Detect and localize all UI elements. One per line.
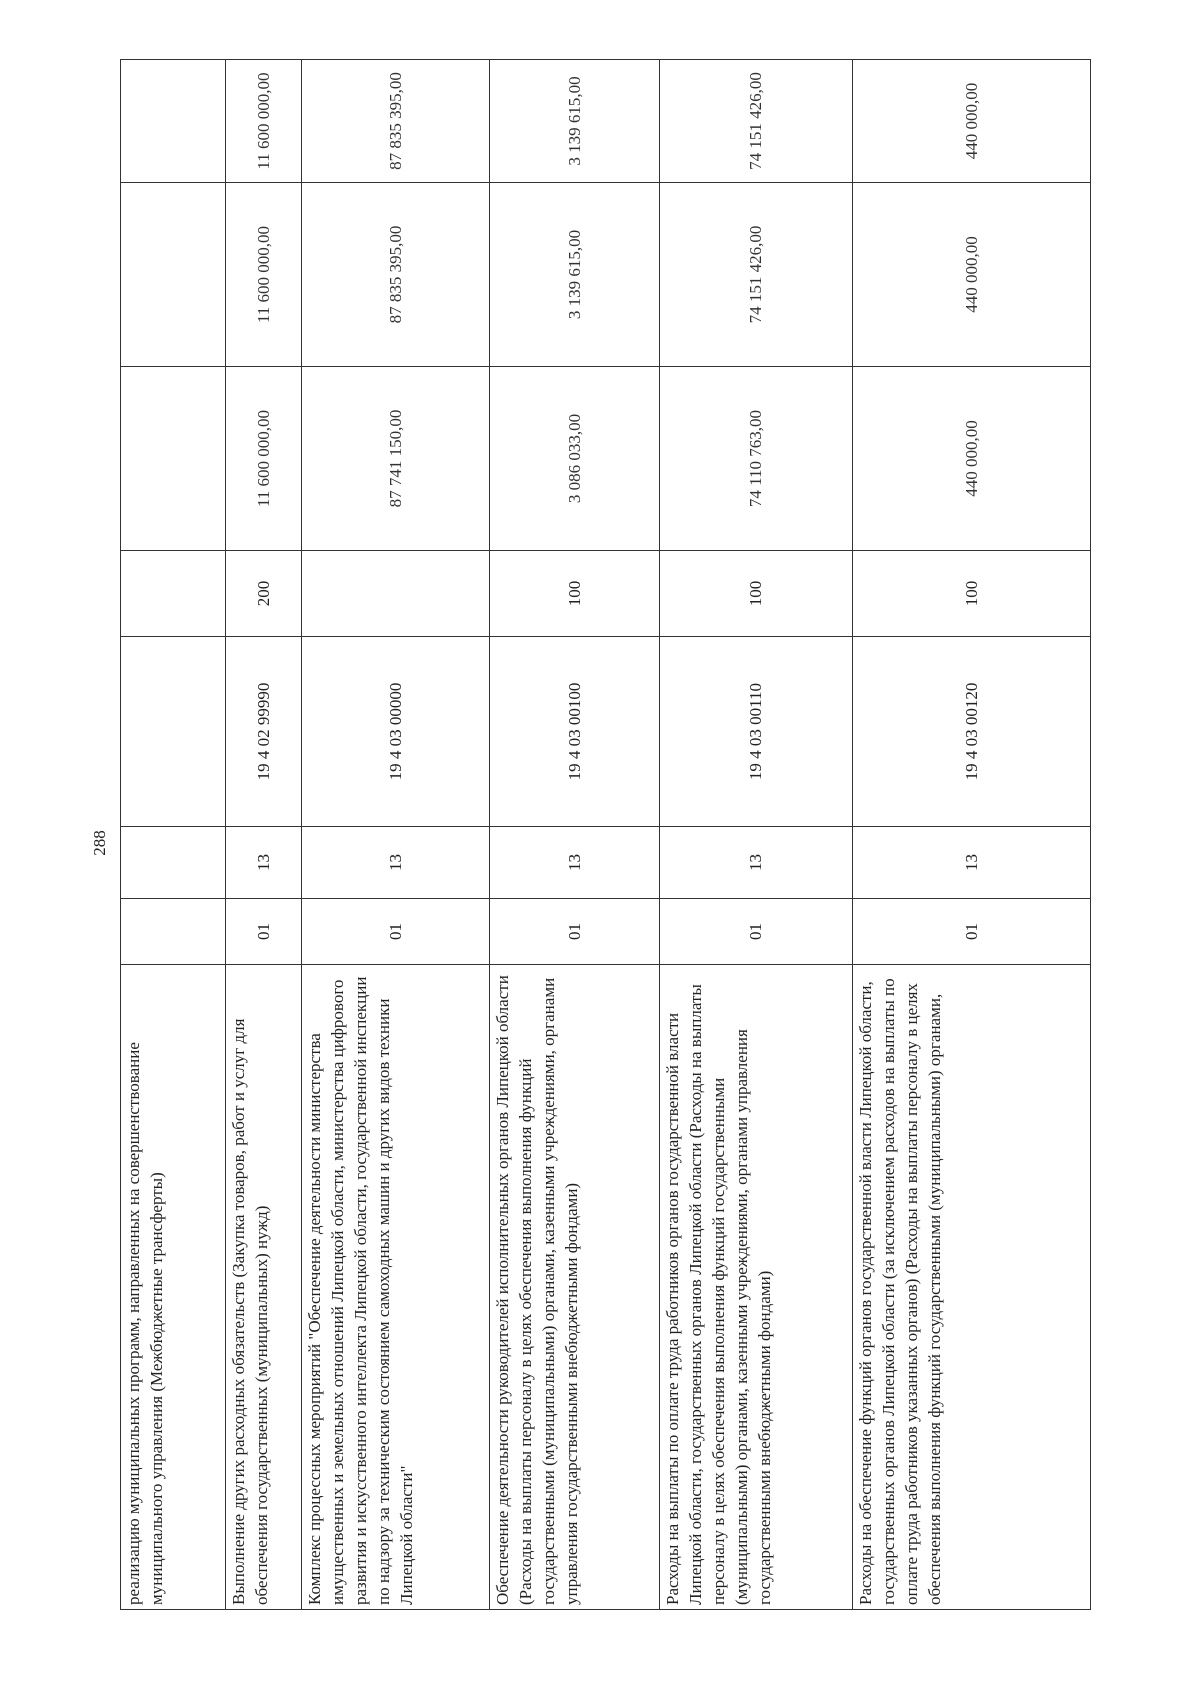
row-description: Расходы на обеспечение функций органов государственной власти Липецкой области, государственных органов Липецкой области (за исключением расходов на выплаты по оплате труда работников указанных органов) (Расходы на выплаты персоналу в целях обеспечения выполнения функций государственными (муниципальными) органами, <box>853 965 1091 1610</box>
row-description: Расходы на выплаты по оплате труда работников органов государственной власти Липецкой области, государственных органов Липецкой области (Расходы на выплаты персоналу в целях обеспечения выполнения функций государственными (муниципальными) органами, казенными учреждениями, органами управления государственными внебюджетными фондами) <box>660 965 853 1610</box>
row-description: Обеспечение деятельности руководителей исполнительных органов Липецкой области (Расходы на выплаты персоналу в целях обеспечения выполнения функций государственными (муниципальными) органами, казенными учреждениями, органами управления государственными внебюджетными фондами) <box>490 965 660 1610</box>
row-target-article <box>121 637 226 827</box>
row-subsection: 13 <box>302 827 490 899</box>
row-target-article: 19 4 02 99990 <box>226 637 302 827</box>
row-subsection: 13 <box>660 827 853 899</box>
row-section: 01 <box>853 899 1091 965</box>
row-sum-3: 87 835 395,00 <box>302 60 490 183</box>
row-sum-1: 87 741 150,00 <box>302 367 490 551</box>
row-sum-3 <box>121 60 226 183</box>
row-expense-type <box>121 551 226 637</box>
table-row <box>302 60 490 1610</box>
row-section: 01 <box>226 899 302 965</box>
row-subsection: 13 <box>853 827 1091 899</box>
row-expense-type: 100 <box>660 551 853 637</box>
row-sum-1: 440 000,00 <box>853 367 1091 551</box>
row-sum-3: 3 139 615,00 <box>490 60 660 183</box>
row-description: Комплекс процессных мероприятий "Обеспечение деятельности министерства имущественных и земельных отношений Липецкой области, министерства цифрового развития и искусственного интеллекта Липецкой области, государственной инспекции по надзору за техническим состоянием самоходных машин и других видов техники Липецкой области" <box>302 965 490 1610</box>
row-sum-1 <box>121 367 226 551</box>
row-sum-1: 3 086 033,00 <box>490 367 660 551</box>
budget-table <box>120 59 1091 1610</box>
row-expense-type <box>302 551 490 637</box>
page-number-text: 288 <box>90 830 109 856</box>
row-subsection: 13 <box>490 827 660 899</box>
row-expense-type: 200 <box>226 551 302 637</box>
row-expense-type: 100 <box>490 551 660 637</box>
row-expense-type: 100 <box>853 551 1091 637</box>
table-row <box>660 60 853 1610</box>
row-sum-3: 74 151 426,00 <box>660 60 853 183</box>
row-sum-2: 440 000,00 <box>853 183 1091 367</box>
row-target-article: 19 4 03 00120 <box>853 637 1091 827</box>
row-target-article: 19 4 03 00000 <box>302 637 490 827</box>
row-sum-2: 87 835 395,00 <box>302 183 490 367</box>
row-sum-1: 74 110 763,00 <box>660 367 853 551</box>
row-sum-2 <box>121 183 226 367</box>
table-row <box>226 60 302 1610</box>
row-sum-2: 74 151 426,00 <box>660 183 853 367</box>
row-target-article: 19 4 03 00100 <box>490 637 660 827</box>
budget-table-container <box>120 60 1090 1610</box>
row-description: Выполнение других расходных обязательств (Закупка товаров, работ и услуг для обеспечения государственных (муниципальных) нужд) <box>226 965 302 1610</box>
row-sum-3: 440 000,00 <box>853 60 1091 183</box>
row-sum-2: 11 600 000,00 <box>226 183 302 367</box>
row-section <box>121 899 226 965</box>
row-sum-1: 11 600 000,00 <box>226 367 302 551</box>
row-description: реализацию муниципальных программ, направленных на совершенствование муниципального управления (Межбюджетные трансферты) <box>121 965 226 1610</box>
table-row <box>121 60 226 1610</box>
row-subsection: 13 <box>226 827 302 899</box>
row-target-article: 19 4 03 00110 <box>660 637 853 827</box>
row-section: 01 <box>490 899 660 965</box>
row-sum-2: 3 139 615,00 <box>490 183 660 367</box>
row-section: 01 <box>660 899 853 965</box>
table-row <box>490 60 660 1610</box>
row-subsection <box>121 827 226 899</box>
row-section: 01 <box>302 899 490 965</box>
table-row <box>853 60 1091 1610</box>
row-sum-3: 11 600 000,00 <box>226 60 302 183</box>
